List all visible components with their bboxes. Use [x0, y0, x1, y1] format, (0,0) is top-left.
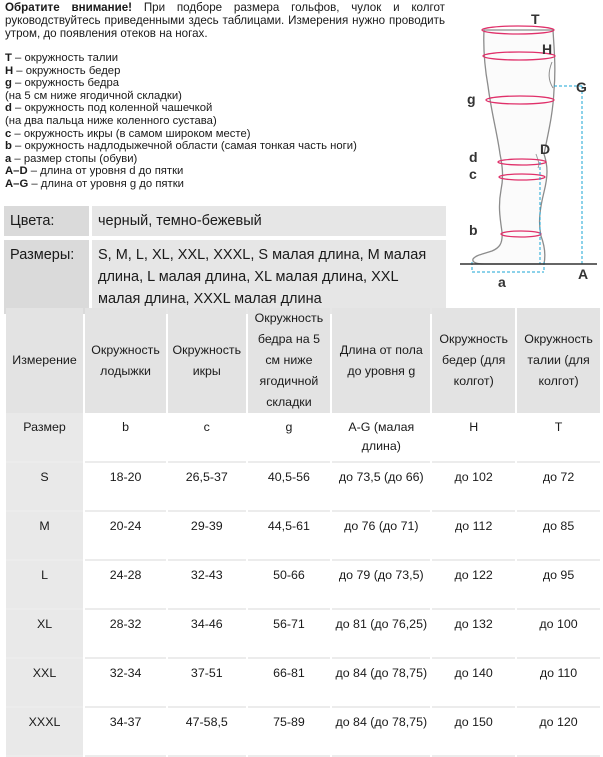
colors-value: черный, темно-бежевый: [91, 206, 447, 238]
legend-text: – окружность икры (в самом широком месте): [11, 127, 251, 140]
table-cell: b: [85, 413, 166, 463]
legend-text: – длина от уровня d до пятки: [27, 165, 184, 178]
table-row: [6, 561, 600, 610]
table-cell: c: [168, 413, 245, 463]
table-cell: 75-89: [248, 708, 331, 757]
table-cell: до 72: [517, 463, 600, 512]
product-info-table: [4, 206, 446, 314]
table-row: [6, 413, 600, 463]
table-cell: до 112: [432, 512, 515, 561]
legend-key: a: [5, 152, 12, 165]
table-cell: до 95: [517, 561, 600, 610]
table-cell: до 84 (до 78,75): [332, 708, 430, 757]
table-row: [6, 708, 600, 757]
table-cell: 47-58,5: [168, 708, 245, 757]
table-cell: до 150: [432, 708, 515, 757]
sizes-row: [4, 238, 446, 314]
table-cell: до 120: [517, 708, 600, 757]
label-H: H: [542, 41, 553, 57]
sizes-value: S, M, L, XL, XXL, XXXL, S малая длина, M малая длина, L малая длина, XL малая длина, XXL малая длина, XXXL малая длина: [91, 238, 447, 314]
legend-key: g: [5, 77, 12, 90]
legend-key: c: [5, 127, 12, 140]
size-chart-table: [4, 308, 602, 757]
legend-key: A–D: [5, 165, 28, 178]
table-cell: 18-20: [85, 463, 166, 512]
legend-text: – длина от уровня g до пятки: [28, 177, 184, 190]
legend-item: [5, 115, 445, 128]
table-cell: до 73,5 (до 66): [332, 463, 430, 512]
table-cell: до 110: [517, 659, 600, 708]
legend-key: d: [5, 102, 12, 115]
label-c: c: [469, 166, 477, 182]
table-cell: 32-43: [168, 561, 245, 610]
table-cell: 50-66: [248, 561, 331, 610]
table-cell: T: [517, 413, 600, 463]
colors-row: [4, 206, 446, 238]
table-cell: до 140: [432, 659, 515, 708]
legend-text: – окружность под коленной чашечкой: [11, 102, 213, 115]
table-cell: Размер: [6, 413, 83, 463]
legend-key: b: [5, 140, 12, 153]
header-waist: Окружность талии (для колгот): [517, 308, 600, 413]
table-cell: 44,5-61: [248, 512, 331, 561]
table-cell: до 84 (до 78,75): [332, 659, 430, 708]
header-calf: Окружность икры: [168, 308, 245, 413]
legend-text: (на 5 см ниже ягодичной складки): [5, 89, 182, 102]
table-row: [6, 659, 600, 708]
label-a: a: [498, 274, 506, 290]
legend-item: [5, 153, 445, 166]
legend-text: – окружность бедер: [13, 64, 121, 77]
table-cell: до 76 (до 71): [332, 512, 430, 561]
legend-item: [5, 52, 445, 65]
legend-key: T: [5, 52, 12, 64]
table-cell: 34-46: [168, 610, 245, 659]
table-cell: XXL: [6, 659, 83, 708]
table-cell: до 79 (до 73,5): [332, 561, 430, 610]
table-cell: XL: [6, 610, 83, 659]
header-ankle: Окружность лодыжки: [85, 308, 166, 413]
header-measurement: Измерение: [6, 308, 83, 413]
colors-label: Цвета:: [4, 206, 91, 238]
table-cell: до 81 (до 76,25): [332, 610, 430, 659]
legend-item: [5, 165, 445, 178]
header-thigh: Окружность бедра на 5 см ниже ягодичной складки: [248, 308, 331, 413]
legend-item: [5, 128, 445, 141]
table-row: [6, 610, 600, 659]
legend-item: [5, 77, 445, 90]
label-A: A: [578, 266, 589, 282]
header-row: [6, 308, 600, 413]
legend-item: [5, 65, 445, 78]
legend-item: [5, 102, 445, 115]
legend-text: – окружность талии: [11, 52, 119, 64]
label-d: d: [469, 149, 478, 165]
legend-text: – размер стопы (обуви): [11, 152, 138, 165]
table-cell: 20-24: [85, 512, 166, 561]
intro-notice: Обратите внимание!: [5, 1, 133, 14]
table-cell: 66-81: [248, 659, 331, 708]
table-cell: 40,5-56: [248, 463, 331, 512]
table-cell: 56-71: [248, 610, 331, 659]
table-cell: XXXL: [6, 708, 83, 757]
table-cell: 26,5-37: [168, 463, 245, 512]
legend-item: [5, 140, 445, 153]
table-cell: 32-34: [85, 659, 166, 708]
measurement-legend: [5, 52, 445, 191]
header-length: Длина от пола до уровня g: [332, 308, 430, 413]
table-cell: 34-37: [85, 708, 166, 757]
table-cell: до 85: [517, 512, 600, 561]
header-hips: Окружность бедер (для колгот): [432, 308, 515, 413]
sizes-label: Размеры:: [4, 238, 91, 314]
table-cell: до 100: [517, 610, 600, 659]
table-cell: S: [6, 463, 83, 512]
table-cell: 24-28: [85, 561, 166, 610]
label-D: D: [540, 141, 551, 157]
legend-text: – окружность надлодыжечной области (самая тонкая часть ноги): [11, 140, 357, 153]
intro-text: При подборе размера гольфов, чулок и колгот руководствуйтесь приведенными здесь таблицами. Измерения нужно проводить утром, до появления отеков на ногах.: [5, 1, 445, 40]
leg-measurement-diagram: [452, 4, 603, 294]
table-cell: до 102: [432, 463, 515, 512]
table-cell: до 132: [432, 610, 515, 659]
label-b: b: [469, 222, 478, 238]
table-cell: M: [6, 512, 83, 561]
table-cell: до 122: [432, 561, 515, 610]
legend-key: A–G: [5, 177, 29, 190]
table-cell: g: [248, 413, 331, 463]
table-cell: H: [432, 413, 515, 463]
table-row: [6, 463, 600, 512]
label-g: g: [467, 91, 476, 107]
table-cell: A-G (малая длина): [332, 413, 430, 463]
legend-text: (на два пальца ниже коленного сустава): [5, 114, 217, 127]
legend-item: [5, 90, 445, 103]
table-row: [6, 512, 600, 561]
table-cell: 37-51: [168, 659, 245, 708]
table-cell: 29-39: [168, 512, 245, 561]
table-cell: 28-32: [85, 610, 166, 659]
table-cell: L: [6, 561, 83, 610]
legend-item: [5, 178, 445, 191]
legend-key: H: [5, 64, 14, 77]
label-T: T: [531, 11, 540, 27]
intro-paragraph: [5, 1, 445, 40]
label-G: G: [576, 79, 587, 95]
legend-text: – окружность бедра: [11, 77, 120, 90]
